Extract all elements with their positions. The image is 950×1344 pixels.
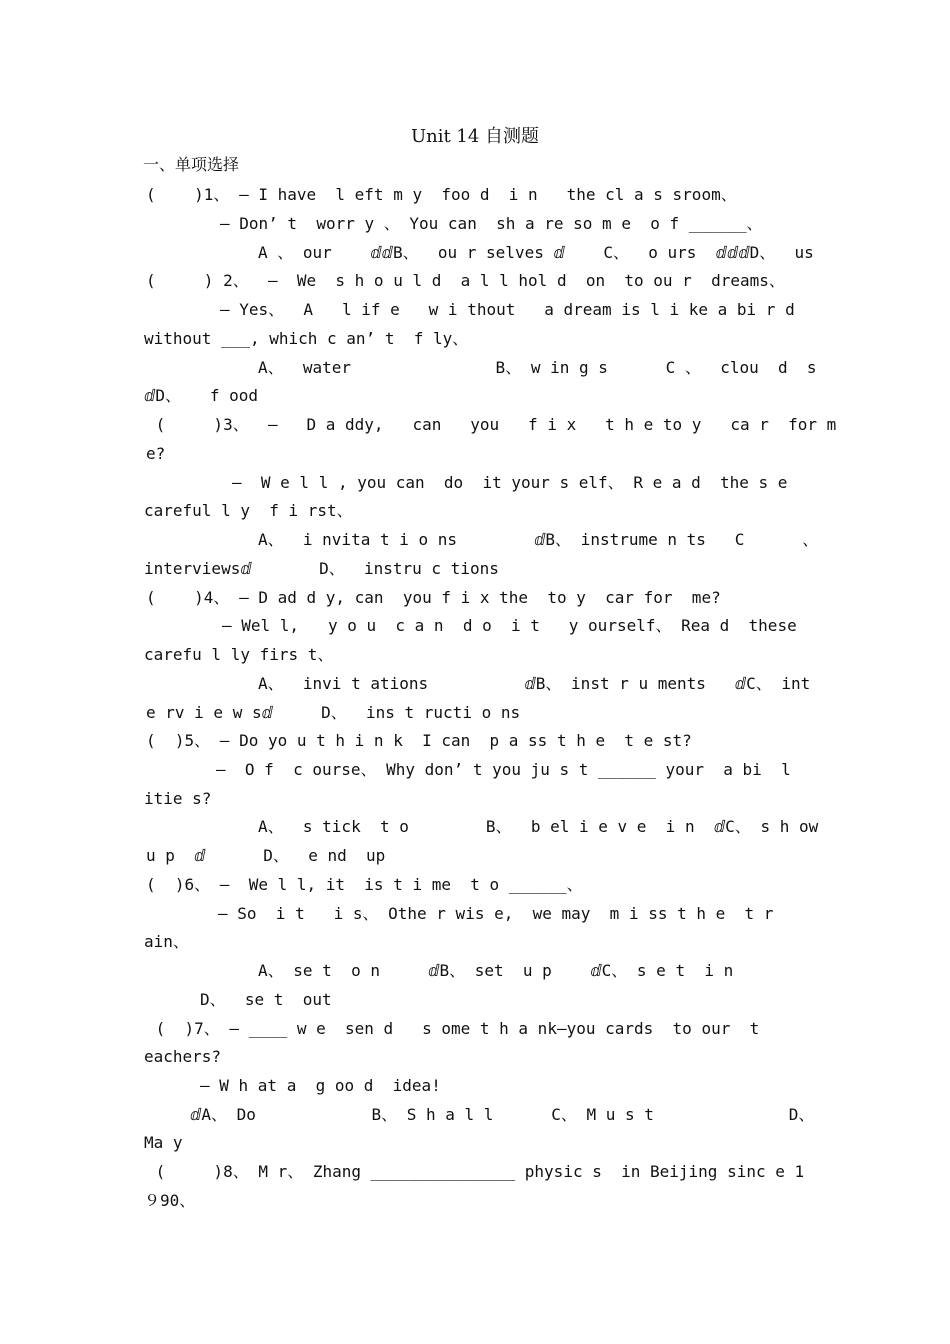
page-title: Unit 14 自测题 [410, 126, 540, 147]
question-6-response: — So i t i s、 Othe r wis e, we may m i ss t h e t r [218, 904, 774, 923]
question-7-response: — W h at a g oo d idea! [200, 1076, 441, 1095]
question-6-response-cont: ain、 [144, 932, 189, 951]
question-6-line: ( )6、 — We l l, it is t i me t o ______、 [146, 875, 583, 894]
question-5-response-cont: itie s? [144, 789, 212, 808]
question-1-options: A 、 our ⅆⅆB、 ou r selves ⅆ C、 o urs ⅆⅆⅆD、 us [258, 243, 814, 262]
question-6-options-cont: D、 se t out [200, 990, 332, 1009]
question-3-response: — W e l l , you can do it your s elf、 R e a d the s e [232, 473, 788, 492]
question-7-line-cont: eachers? [144, 1047, 222, 1066]
question-4-response-cont: carefu l ly firs t、 [144, 645, 334, 664]
question-7-options-cont: Ma y [144, 1133, 183, 1152]
question-2-options-cont: ⅆD、 f ood [144, 386, 259, 405]
question-5-response: — O f c ourse、 Why don’ t you ju s t ______ your a bi l [216, 760, 791, 779]
question-1-line: ( )1、 — I have l eft m y foo d i n the cl a s sroom、 [146, 185, 737, 204]
question-3-options-cont: interviewsⅆ D、 instru c tions [144, 559, 499, 578]
question-5-options: A、 s tick t o B、 b el i e v e i n ⅆC、 s h ow [258, 817, 819, 836]
question-2-options: A、 water B、 w in g s C 、 clou d s [258, 358, 817, 377]
question-3-options: A、 i nvita t i o ns ⅆB、 instrume n ts C 、 [258, 530, 819, 549]
question-6-options: A、 se t o n ⅆB、 set u p ⅆC、 s e t i n [258, 961, 734, 980]
question-5-line: ( )5、 — Do yo u t h i n k I can p a ss t h e t e st? [146, 731, 692, 750]
question-7-options: ⅆA、 Do B、 S h a l l C、 M u s t D、 [190, 1105, 815, 1124]
question-3-line: ( )3、 — D a ddy, can you f i x t h e to y ca r for m [146, 415, 837, 434]
question-8-line: ( )8、 M r、 Zhang _______________ physic s in Beijing sinc e 1 [146, 1162, 805, 1181]
question-4-options: A、 invi t ations ⅆB、 inst r u ments ⅆC、 int [258, 674, 811, 693]
question-2-line: ( ) 2、 — We s h o u l d a l l hol d on to ou r dreams、 [146, 271, 785, 290]
question-4-response: — Wel l, y o u c a n d o i t y ourself、 Rea d these [222, 616, 797, 635]
section-heading: 一、单项选择 [143, 155, 240, 174]
question-3-line-cont: e? [146, 444, 166, 463]
question-8-line-cont: ９90、 [144, 1191, 196, 1210]
question-7-line: ( )7、 — ____ w e sen d s ome t h a nk—you cards to our t [146, 1019, 760, 1038]
question-2-response: — Yes、 A l if e w i thout a dream is l i ke a bi r d [220, 300, 795, 319]
question-4-options-cont: e rv i e w sⅆ D、 ins t ructi o ns [146, 703, 521, 722]
question-3-response-cont: careful l y f i rst、 [144, 501, 353, 520]
question-5-options-cont: u p ⅆ D、 e nd up [146, 846, 386, 865]
question-4-line: ( )4、 — D ad d y, can you f i x the to y car for me? [146, 588, 721, 607]
question-2-response-cont: without ___, which c an’ t f ly、 [144, 329, 469, 348]
question-1-response: — Don’ t worr y 、 You can sh a re so m e o f ______、 [220, 214, 763, 233]
